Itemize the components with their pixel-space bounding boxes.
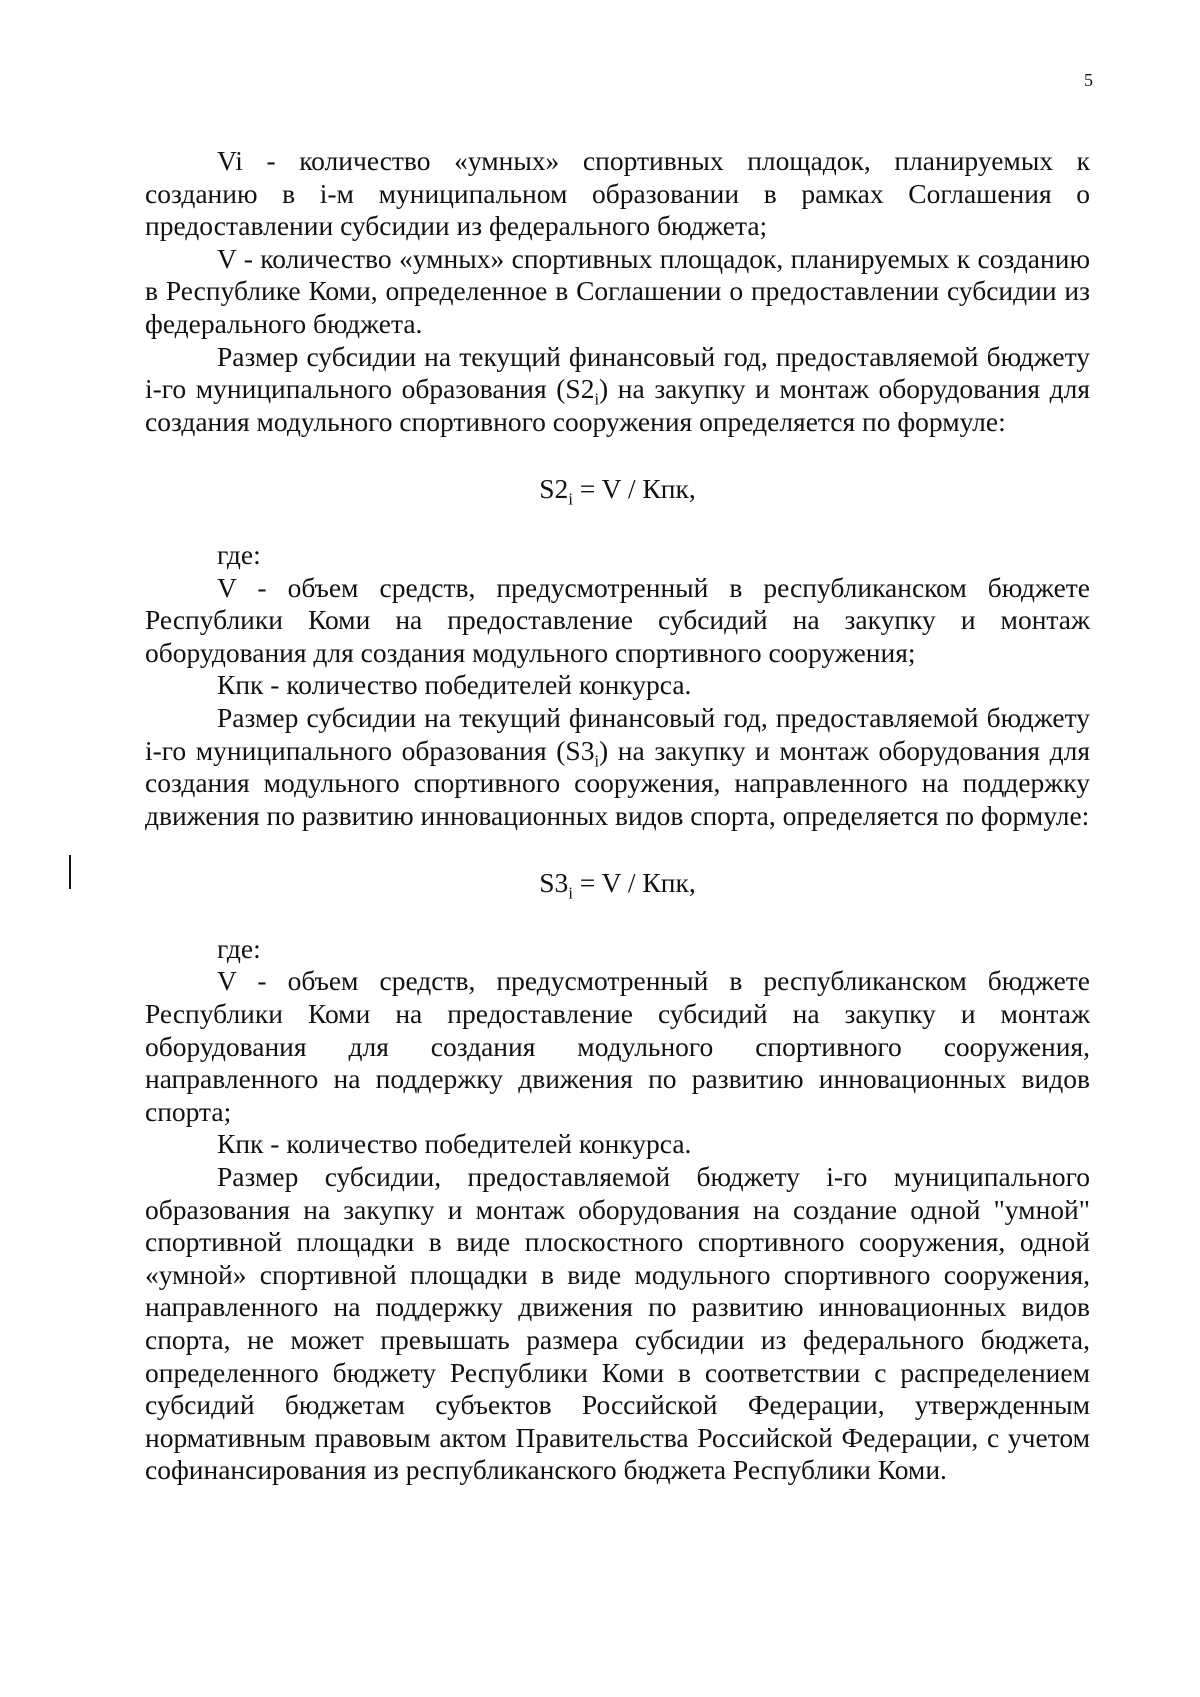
where-label: где: bbox=[217, 538, 261, 570]
where-label: где: bbox=[217, 932, 261, 964]
paragraph-v-budget: V - объем средств, предусмотренный в республиканском бюджете Республики Коми на предоставление субсидий на закупку и монтаж оборудования для создания модульного спортивного сооружения; bbox=[145, 571, 1090, 668]
paragraph-kpk: Кпк - количество победителей конкурса. bbox=[217, 669, 692, 701]
document-body bbox=[145, 145, 1090, 1487]
page-number: 5 bbox=[1084, 70, 1093, 90]
paragraph-v-definition: V - количество «умных» спортивных площадок, планируемых к созданию в Республике Коми, определенное в Соглашении о предоставлении субсидии из федерального бюджета. bbox=[145, 242, 1090, 339]
formula-s3: $S3_i = V$ / Кпк, bbox=[539, 867, 696, 903]
paragraph-s3-intro: Размер субсидии на текущий финансовый год, предоставляемой бюджету i-го муниципального образования $(S3_i)$ на закупку и монтаж оборудования для создания модульного спортивного сооружения, направленного на поддержку движения по развитию инновационных видов спорта, определяется по формуле: bbox=[145, 701, 1090, 831]
paragraph-kpk: Кпк - количество победителей конкурса. bbox=[217, 1128, 692, 1160]
paragraph-s2-intro: Размер субсидии на текущий финансовый год, предоставляемой бюджету i-го муниципального образования $(S2_i)$ на закупку и монтаж оборудования для создания модульного спортивного сооружения определяется по формуле: bbox=[145, 340, 1090, 437]
formula-s2: $S2_i = V$ / Кпк, bbox=[539, 473, 696, 509]
change-bar bbox=[69, 855, 71, 889]
paragraph-vi-definition: Vi - количество «умных» спортивных площадок, планируемых к созданию в i-м муниципальном образовании в рамках Соглашения о предоставлении субсидии из федерального бюджета; bbox=[145, 145, 1090, 242]
paragraph-v-budget-innovative: V - объем средств, предусмотренный в республиканском бюджете Республики Коми на предоставление субсидий на закупку и монтаж оборудования для создания модульного спортивного сооружения, направленного на поддержку движения по развитию инновационных видов спорта; bbox=[145, 965, 1090, 1127]
paragraph-subsidy-limit: Размер субсидии, предоставляемой бюджету i-го муниципального образования на закупку и монтаж оборудования на создание одной "умной" спортивной площадки в виде плоскостного спортивного сооружения, одной «умной» спортивной площадки в виде модульного спортивного сооружения, направленного на поддержку движения по развитию инновационных видов спорта, не может превышать размера субсидии из федерального бюджета, определенного бюджету Республики Коми в соответствии с распределением субсидий бюджетам субъектов Российской Федерации, утвержденным нормативным правовым актом Правительства Российской Федерации, с учетом софинансирования из республиканского бюджета Республики Коми. bbox=[145, 1161, 1090, 1486]
